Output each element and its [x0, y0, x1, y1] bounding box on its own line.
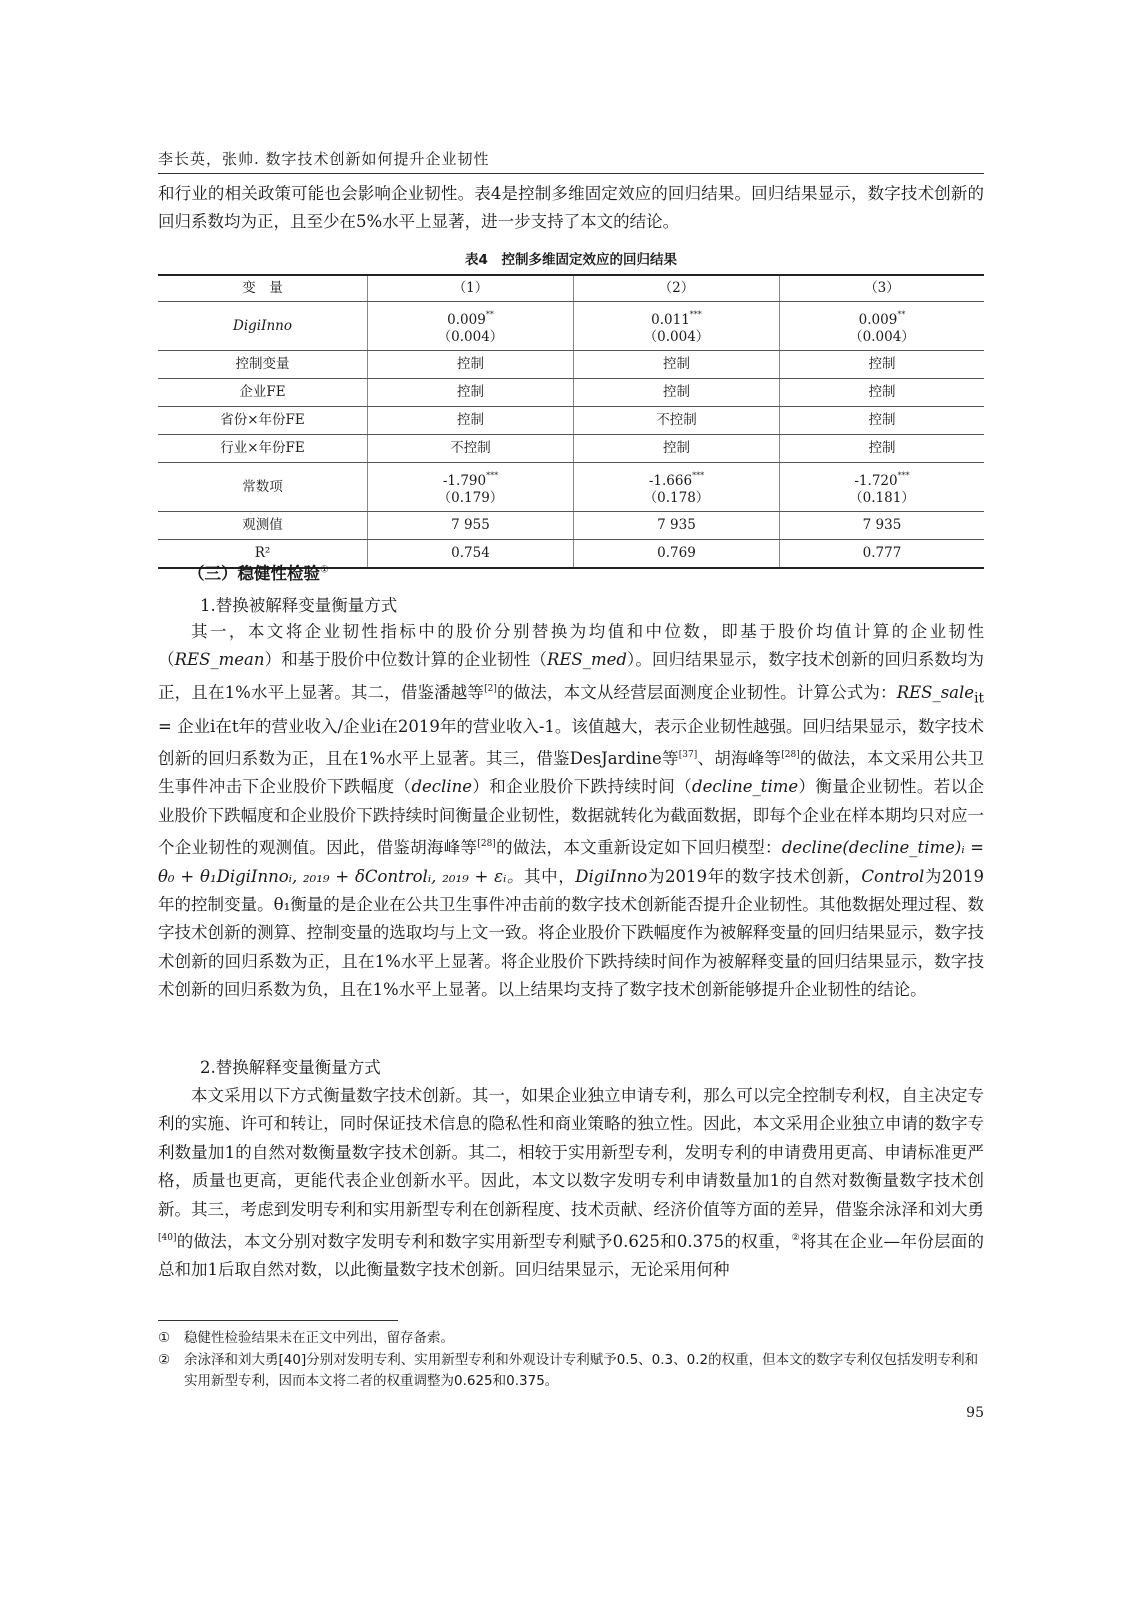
table-cell: 控制 — [368, 379, 574, 407]
standard-error: （0.004） — [437, 329, 504, 345]
regression-formula: decline(decline_time)ᵢ = θ₀ + θ₁DigiInnoᵢ, ₂₀₁₉ + δControlᵢ, ₂₀₁₉ + εᵢ。 — [158, 838, 985, 886]
row-label: 常数项 — [158, 463, 368, 512]
coefficient: -1.666 — [648, 473, 693, 489]
variable-name: decline_time — [692, 777, 799, 797]
coefficient: -1.790 — [442, 473, 487, 489]
column-header-variable: 变 量 — [158, 275, 368, 302]
table-row — [158, 435, 984, 463]
results-table — [158, 274, 984, 569]
column-header-2: （2） — [573, 275, 779, 302]
table-row — [158, 379, 984, 407]
table-cell — [779, 463, 984, 512]
table-cell: 7 935 — [573, 512, 779, 540]
citation: [40] — [158, 1233, 177, 1244]
variable-name: DigiInno — [575, 866, 648, 886]
footnote-text: 稳健性检验结果未在正文中列出，留存备索。 — [184, 1330, 454, 1346]
row-label: 省份×年份FE — [158, 407, 368, 435]
footnote-text: 余泳泽和刘大勇[40]分别对发明专利、实用新型专利和外观设计专利赋予0.5、0.3、0.2的权重，但本文的数字专利仅包括发明专利和实用新型专利，因而本文将二者的权重调整为0.625和0.375。 — [184, 1352, 979, 1389]
table-cell: 控制 — [368, 351, 574, 379]
standard-error: （0.004） — [849, 329, 915, 345]
row-label: 行业×年份FE — [158, 435, 368, 463]
row-label: DigiInno — [158, 302, 368, 351]
citation: [2] — [484, 683, 497, 694]
standard-error: （0.181） — [849, 490, 915, 506]
body-text: 本文采用以下方式衡量数字技术创新。其一，如果企业独立申请专利，那么可以完全控制专利权，自主决定专利的实施、许可和转让，同时保证技术信息的隐私性和商业策略的独立性。因此，本文采用企业独立申请的数字专利数量加1的自然对数衡量数字技术创新。其二，相较于实用新型专利，发明专利的申请费用更高、申请标准更严格，质量也更高，更能代表企业创新水平。因此，本文以数字发明专利申请数量加1的自然对数衡量数字技术创新。其三，考虑到发明专利和实用新型专利在创新程度、技术贡献、经济价值等方面的差异，借鉴余泳泽和刘大勇 — [158, 1086, 984, 1219]
table-cell: 控制 — [573, 379, 779, 407]
variable-name: RES_med — [546, 650, 627, 670]
table-cell: 不控制 — [368, 435, 574, 463]
footnote-rule — [158, 1320, 398, 1321]
body-text: 其一，本文将企业韧性指标中的股价分别替换为均值和中位数，即基于股价均值计算的企业韧性（ — [158, 622, 984, 670]
coefficient: 0.009 — [858, 312, 898, 328]
citation: [28] — [781, 749, 800, 760]
variable-name: Control — [861, 866, 925, 886]
footnote-mark: ① — [158, 1330, 171, 1346]
table-cell: 控制 — [779, 435, 984, 463]
body-text: 的做法，本文从经营层面测度企业韧性。计算公式为： — [496, 682, 897, 702]
body-paragraph — [158, 618, 984, 1005]
coefficient: 0.011 — [651, 312, 690, 328]
body-text: 、胡海峰等 — [697, 748, 782, 768]
body-paragraph — [158, 1082, 984, 1285]
significance-stars: *** — [692, 471, 705, 480]
subsection-heading: 2.替换解释变量衡量方式 — [200, 1058, 381, 1077]
significance-stars: ** — [485, 310, 494, 319]
row-label: 企业FE — [158, 379, 368, 407]
variable-name: decline — [411, 777, 472, 797]
table-cell — [779, 302, 984, 351]
table-row — [158, 512, 984, 540]
standard-error: （0.178） — [643, 490, 710, 506]
table-cell: 0.754 — [368, 540, 574, 569]
footnote-mark: ② — [158, 1352, 171, 1368]
footnote — [158, 1350, 984, 1392]
intro-paragraph: 和行业的相关政策可能也会影响企业韧性。表4是控制多维固定效应的回归结果。回归结果显示，数字技术创新的回归系数均为正，且至少在5%水平上显著，进一步支持了本文的结论。 — [158, 184, 984, 232]
body-text: ）。回归结果显示，数字技术创新的回归系数均为正，且在1%水平上显著。其二，借鉴潘越等 — [158, 650, 985, 702]
table-row — [158, 302, 984, 351]
table-cell: 0.777 — [779, 540, 984, 569]
coefficient: 0.009 — [447, 312, 486, 328]
table-cell — [368, 463, 574, 512]
subscript: it — [974, 690, 984, 707]
table-row — [158, 351, 984, 379]
standard-error: （0.179） — [437, 490, 504, 506]
running-header: 李长英，张帅. 数字技术创新如何提升企业韧性 — [158, 150, 490, 168]
table-cell: 7 955 — [368, 512, 574, 540]
standard-error: （0.004） — [643, 329, 710, 345]
body-text: 的做法，本文采用公共卫生事件冲击下企业股价下跌幅度（ — [158, 748, 985, 797]
table-header-row — [158, 275, 984, 302]
body-text: 的做法，本文重新设定如下回归模型： — [495, 838, 782, 858]
subsection-heading: 1.替换被解释变量衡量方式 — [200, 596, 398, 615]
table-cell: 7 935 — [779, 512, 984, 540]
significance-stars: *** — [486, 471, 499, 480]
table-cell: 控制 — [573, 435, 779, 463]
table-row — [158, 463, 984, 512]
table-row — [158, 407, 984, 435]
body-text: 其中， — [524, 866, 576, 886]
variable-name: RES_sale — [896, 682, 975, 702]
body-text: ）衡量企业韧性。若以企业股价下跌幅度和企业股价下跌持续时间衡量企业韧性，数据就转化为截面数据，即每个企业在样本期均只对应一个企业韧性的观测值。因此，借鉴胡海峰等 — [158, 777, 985, 858]
citation: [37] — [678, 749, 698, 760]
header-rule — [158, 173, 984, 174]
section-heading — [188, 560, 329, 584]
table-cell: 不控制 — [573, 407, 779, 435]
column-header-3: （3） — [779, 275, 984, 302]
table-cell: 控制 — [779, 407, 984, 435]
table-cell — [368, 302, 574, 351]
footnote — [158, 1328, 984, 1349]
row-label: 控制变量 — [158, 351, 368, 379]
body-text: 将其在企业—年份层面的总和加1后取自然对数，以此衡量数字技术创新。回归结果显示，无论采用何种 — [158, 1232, 984, 1280]
row-label: R² — [158, 540, 368, 569]
body-text: ）和基于股价中位数计算的企业韧性（ — [264, 650, 547, 670]
significance-stars: *** — [897, 471, 910, 480]
body-text: 为2019年的数字技术创新， — [647, 866, 862, 886]
paper-page — [158, 0, 984, 1600]
table-cell: 控制 — [573, 351, 779, 379]
table-cell — [573, 302, 779, 351]
footnote-marker: ① — [320, 564, 329, 576]
coefficient: -1.720 — [854, 473, 898, 489]
table-cell: 控制 — [368, 407, 574, 435]
section-heading-text: （三）稳健性检验 — [188, 564, 320, 583]
table-cell: 控制 — [779, 351, 984, 379]
significance-stars: *** — [689, 310, 702, 319]
significance-stars: ** — [897, 310, 906, 319]
table-cell: 控制 — [779, 379, 984, 407]
footnote-marker: ② — [791, 1233, 800, 1244]
body-text: ）和企业股价下跌持续时间（ — [471, 777, 693, 797]
table-cell — [573, 463, 779, 512]
citation: [28] — [477, 839, 496, 850]
column-header-1: （1） — [368, 275, 574, 302]
body-text: 的做法，本文分别对数字发明专利和数字实用新型专利赋予0.625和0.375的权重， — [176, 1232, 792, 1252]
body-text: 为2019年的控制变量。θ₁衡量的是企业在公共卫生事件冲击前的数字技术创新能否提升企业韧性。其他数据处理过程、数字技术创新的测算、控制变量的选取均与上文一致。将企业股价下跌幅度作为被解释变量的回归结果显示，数字技术创新的回归系数为正，且在1%水平上显著。将企业股价下跌持续时间作为被解释变量的回归结果显示，数字技术创新的回归系数为负，且在1%水平上显著。以上结果均支持了数字技术创新能够提升企业韧性的结论。 — [158, 866, 984, 1000]
variable-name: RES_mean — [174, 650, 265, 670]
body-text: = 企业i在t年的营业收入/企业i在2019年的营业收入-1。该值越大，表示企业韧性越强。回归结果显示，数字技术创新的回归系数为正，且在1%水平上显著。其三，借鉴DesJardine等 — [158, 716, 984, 768]
table-caption: 表4 控制多维固定效应的回归结果 — [465, 252, 677, 268]
row-label: 观测值 — [158, 512, 368, 540]
table-cell: 0.769 — [573, 540, 779, 569]
page-number: 95 — [966, 1405, 984, 1421]
